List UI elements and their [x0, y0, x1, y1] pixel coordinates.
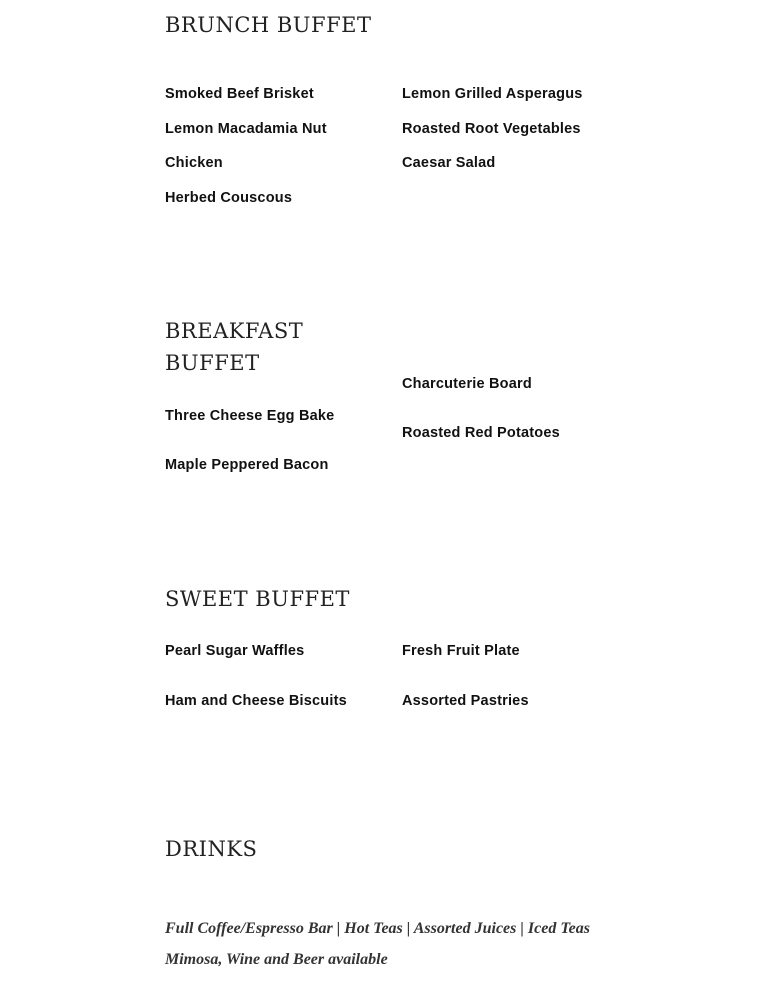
breakfast-item: Roasted Red Potatoes	[402, 425, 560, 441]
brunch-buffet-title: BRUNCH BUFFET	[165, 13, 372, 37]
sweet-item: Assorted Pastries	[402, 693, 529, 709]
brunch-item: Roasted Root Vegetables	[402, 121, 581, 137]
brunch-item: Lemon Grilled Asperagus	[402, 86, 583, 102]
brunch-item: Smoked Beef Brisket	[165, 86, 314, 102]
brunch-item: Herbed Couscous	[165, 190, 293, 206]
brunch-item: Lemon Macadamia Nut	[165, 121, 327, 137]
sweet-buffet-title: SWEET BUFFET	[165, 587, 350, 611]
drinks-line: Mimosa, Wine and Beer available	[165, 951, 388, 968]
drinks-line: Full Coffee/Espresso Bar | Hot Teas | Assorted Juices | Iced Teas	[165, 920, 590, 937]
brunch-item: Chicken	[165, 155, 223, 171]
drinks-title: DRINKS	[165, 837, 258, 861]
sweet-item: Fresh Fruit Plate	[402, 643, 520, 659]
breakfast-item: Charcuterie Board	[402, 376, 532, 392]
sweet-item: Ham and Cheese Biscuits	[165, 693, 347, 709]
breakfast-buffet-title-line2: BUFFET	[165, 351, 260, 375]
sweet-item: Pearl Sugar Waffles	[165, 643, 305, 659]
breakfast-item: Maple Peppered Bacon	[165, 457, 329, 473]
breakfast-buffet-title-line1: BREAKFAST	[165, 319, 304, 343]
brunch-item: Caesar Salad	[402, 155, 496, 171]
breakfast-item: Three Cheese Egg Bake	[165, 408, 335, 424]
